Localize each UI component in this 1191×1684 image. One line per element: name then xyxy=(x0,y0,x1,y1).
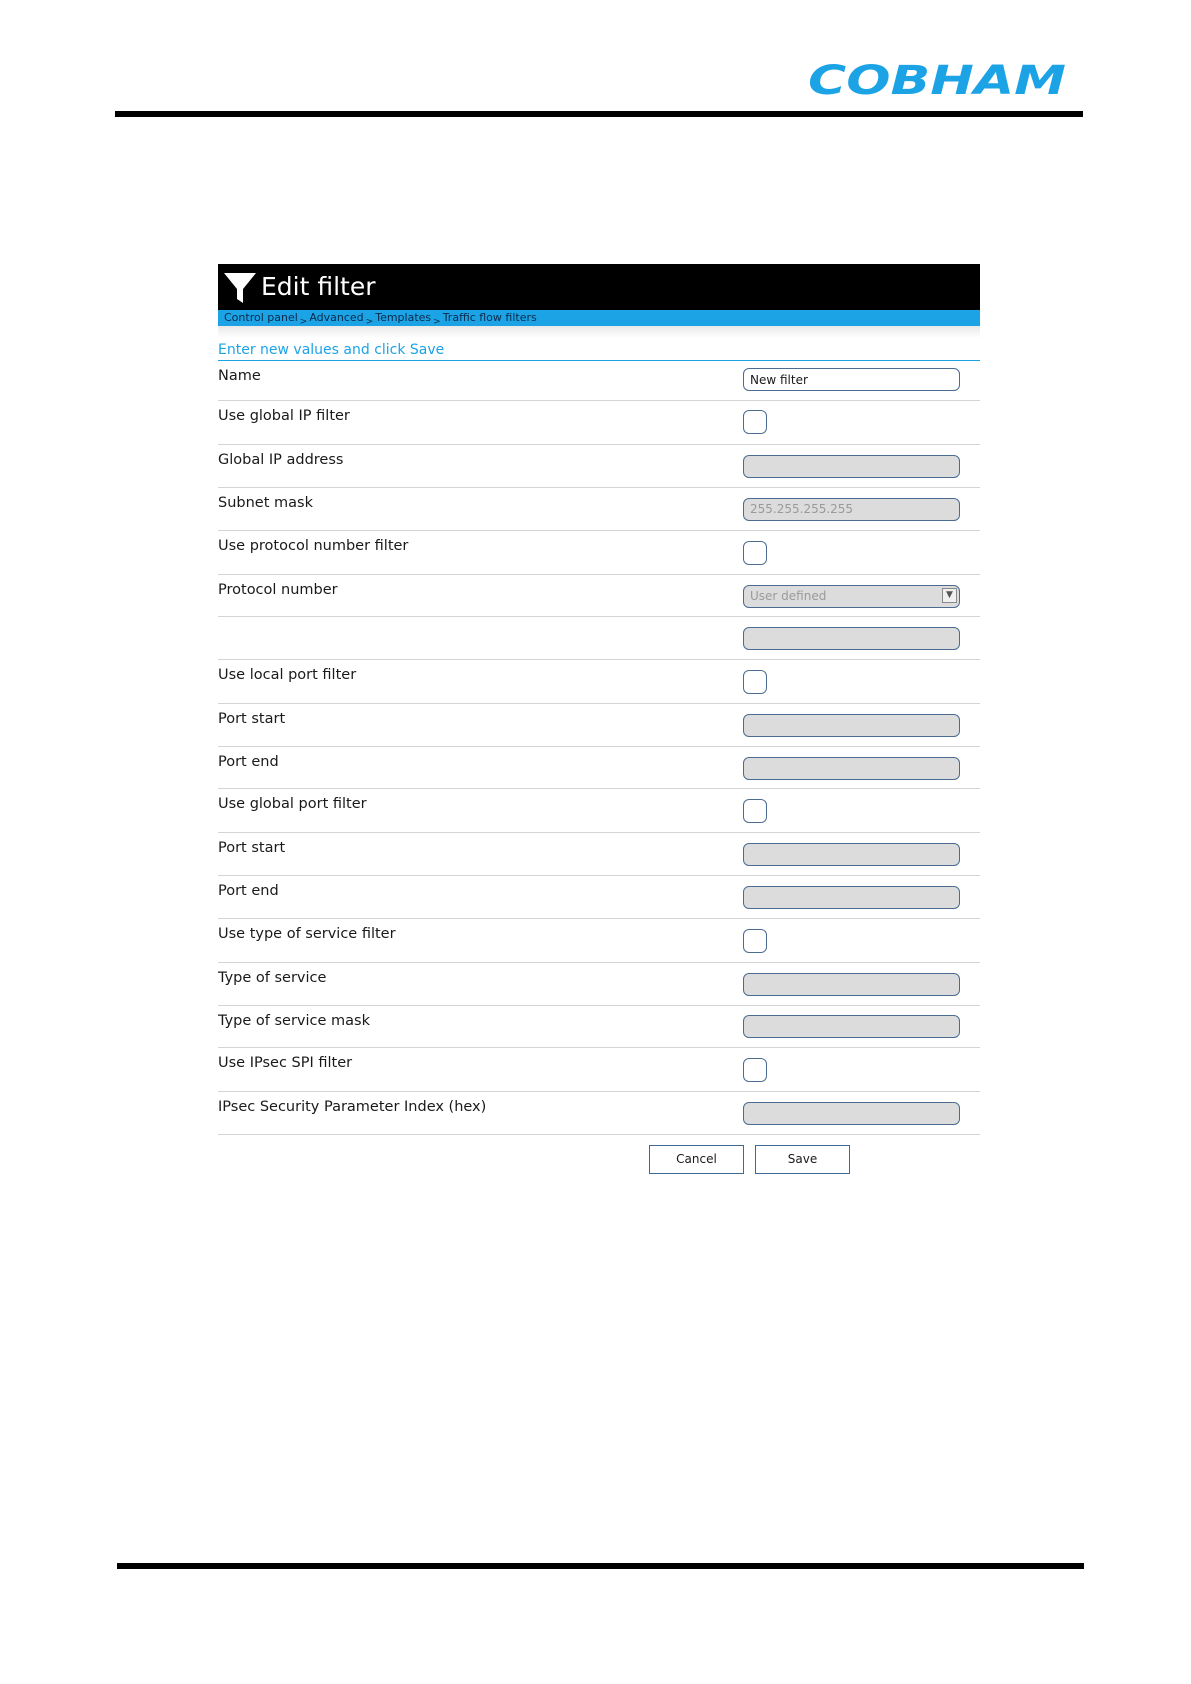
use-global-ip-filter-checkbox[interactable] xyxy=(743,410,767,434)
local-port-start-input[interactable] xyxy=(743,714,960,737)
protocol-number-selected-value: User defined xyxy=(750,589,827,603)
breadcrumb-item-control-panel[interactable]: Control panel xyxy=(224,311,298,324)
use-type-of-service-filter-row xyxy=(218,919,980,963)
type-of-service-mask-row xyxy=(218,1006,980,1048)
local-port-start-label: Port start xyxy=(218,711,286,727)
use-local-port-filter-row xyxy=(218,660,980,704)
subnet-mask-input[interactable]: 255.255.255.255 xyxy=(743,498,960,521)
type-of-service-label: Type of service xyxy=(218,970,327,986)
ipsec-spi-input[interactable] xyxy=(743,1102,960,1125)
protocol-number-custom-row xyxy=(218,617,980,660)
svg-text:COBHAM: COBHAM xyxy=(808,60,1066,100)
use-protocol-number-filter-label: Use protocol number filter xyxy=(218,538,409,554)
local-port-end-label: Port end xyxy=(218,754,279,770)
protocol-number-select[interactable] xyxy=(743,585,960,608)
global-port-end-label: Port end xyxy=(218,883,279,899)
breadcrumb xyxy=(218,310,980,326)
title-bar xyxy=(218,264,980,310)
use-ipsec-spi-filter-label: Use IPsec SPI filter xyxy=(218,1055,353,1071)
global-port-start-input[interactable] xyxy=(743,843,960,866)
use-type-of-service-filter-label: Use type of service filter xyxy=(218,926,396,942)
page-title: Edit filter xyxy=(261,272,376,301)
global-port-start-row xyxy=(218,833,980,876)
breadcrumb-separator: > xyxy=(299,317,308,327)
form-buttons xyxy=(218,1135,980,1181)
ipsec-spi-label: IPsec Security Parameter Index (hex) xyxy=(218,1099,487,1115)
use-global-port-filter-checkbox[interactable] xyxy=(743,799,767,823)
ipsec-spi-row xyxy=(218,1092,980,1135)
name-label: Name xyxy=(218,368,261,384)
header-rule xyxy=(115,111,1083,117)
cancel-button[interactable]: Cancel xyxy=(649,1145,744,1174)
use-protocol-number-filter-checkbox[interactable] xyxy=(743,541,767,565)
local-port-end-row xyxy=(218,747,980,789)
name-row xyxy=(218,361,980,401)
global-ip-address-input[interactable] xyxy=(743,455,960,478)
type-of-service-mask-label: Type of service mask xyxy=(218,1013,371,1029)
chevron-down-icon[interactable]: ▼ xyxy=(942,588,957,603)
use-ipsec-spi-filter-checkbox[interactable] xyxy=(743,1058,767,1082)
breadcrumb-separator: > xyxy=(365,317,374,327)
cobham-logo xyxy=(808,60,1070,100)
type-of-service-input[interactable] xyxy=(743,973,960,996)
global-port-end-input[interactable] xyxy=(743,886,960,909)
breadcrumb-item-traffic-flow-filters[interactable]: Traffic flow filters xyxy=(442,311,537,324)
save-button[interactable]: Save xyxy=(755,1145,850,1174)
use-ipsec-spi-filter-row xyxy=(218,1048,980,1092)
breadcrumb-item-templates[interactable]: Templates xyxy=(375,311,432,324)
breadcrumb-separator: > xyxy=(433,317,441,327)
use-global-ip-filter-row xyxy=(218,401,980,445)
use-protocol-number-filter-row xyxy=(218,531,980,575)
use-global-ip-filter-label: Use global IP filter xyxy=(218,408,350,424)
instruction-text: Enter new values and click Save xyxy=(218,338,980,361)
local-port-start-row xyxy=(218,704,980,747)
protocol-number-row xyxy=(218,575,980,617)
global-ip-address-label: Global IP address xyxy=(218,452,344,468)
edit-filter-panel xyxy=(218,264,980,1181)
filter-funnel-icon xyxy=(223,271,257,305)
global-port-end-row xyxy=(218,876,980,919)
subnet-mask-label: Subnet mask xyxy=(218,495,313,511)
protocol-number-custom-input[interactable] xyxy=(743,627,960,650)
breadcrumb-item-advanced[interactable]: Advanced xyxy=(309,311,364,324)
global-port-start-label: Port start xyxy=(218,840,286,856)
use-local-port-filter-label: Use local port filter xyxy=(218,667,357,683)
type-of-service-mask-input[interactable] xyxy=(743,1015,960,1038)
use-local-port-filter-checkbox[interactable] xyxy=(743,670,767,694)
subnet-mask-row xyxy=(218,488,980,531)
use-type-of-service-filter-checkbox[interactable] xyxy=(743,929,767,953)
header-shadow xyxy=(218,326,980,338)
local-port-end-input[interactable] xyxy=(743,757,960,780)
global-ip-address-row xyxy=(218,445,980,488)
name-input[interactable] xyxy=(743,368,960,391)
footer-rule xyxy=(117,1563,1084,1569)
use-global-port-filter-row xyxy=(218,789,980,833)
protocol-number-label: Protocol number xyxy=(218,582,338,598)
use-global-port-filter-label: Use global port filter xyxy=(218,796,367,812)
type-of-service-row xyxy=(218,963,980,1006)
